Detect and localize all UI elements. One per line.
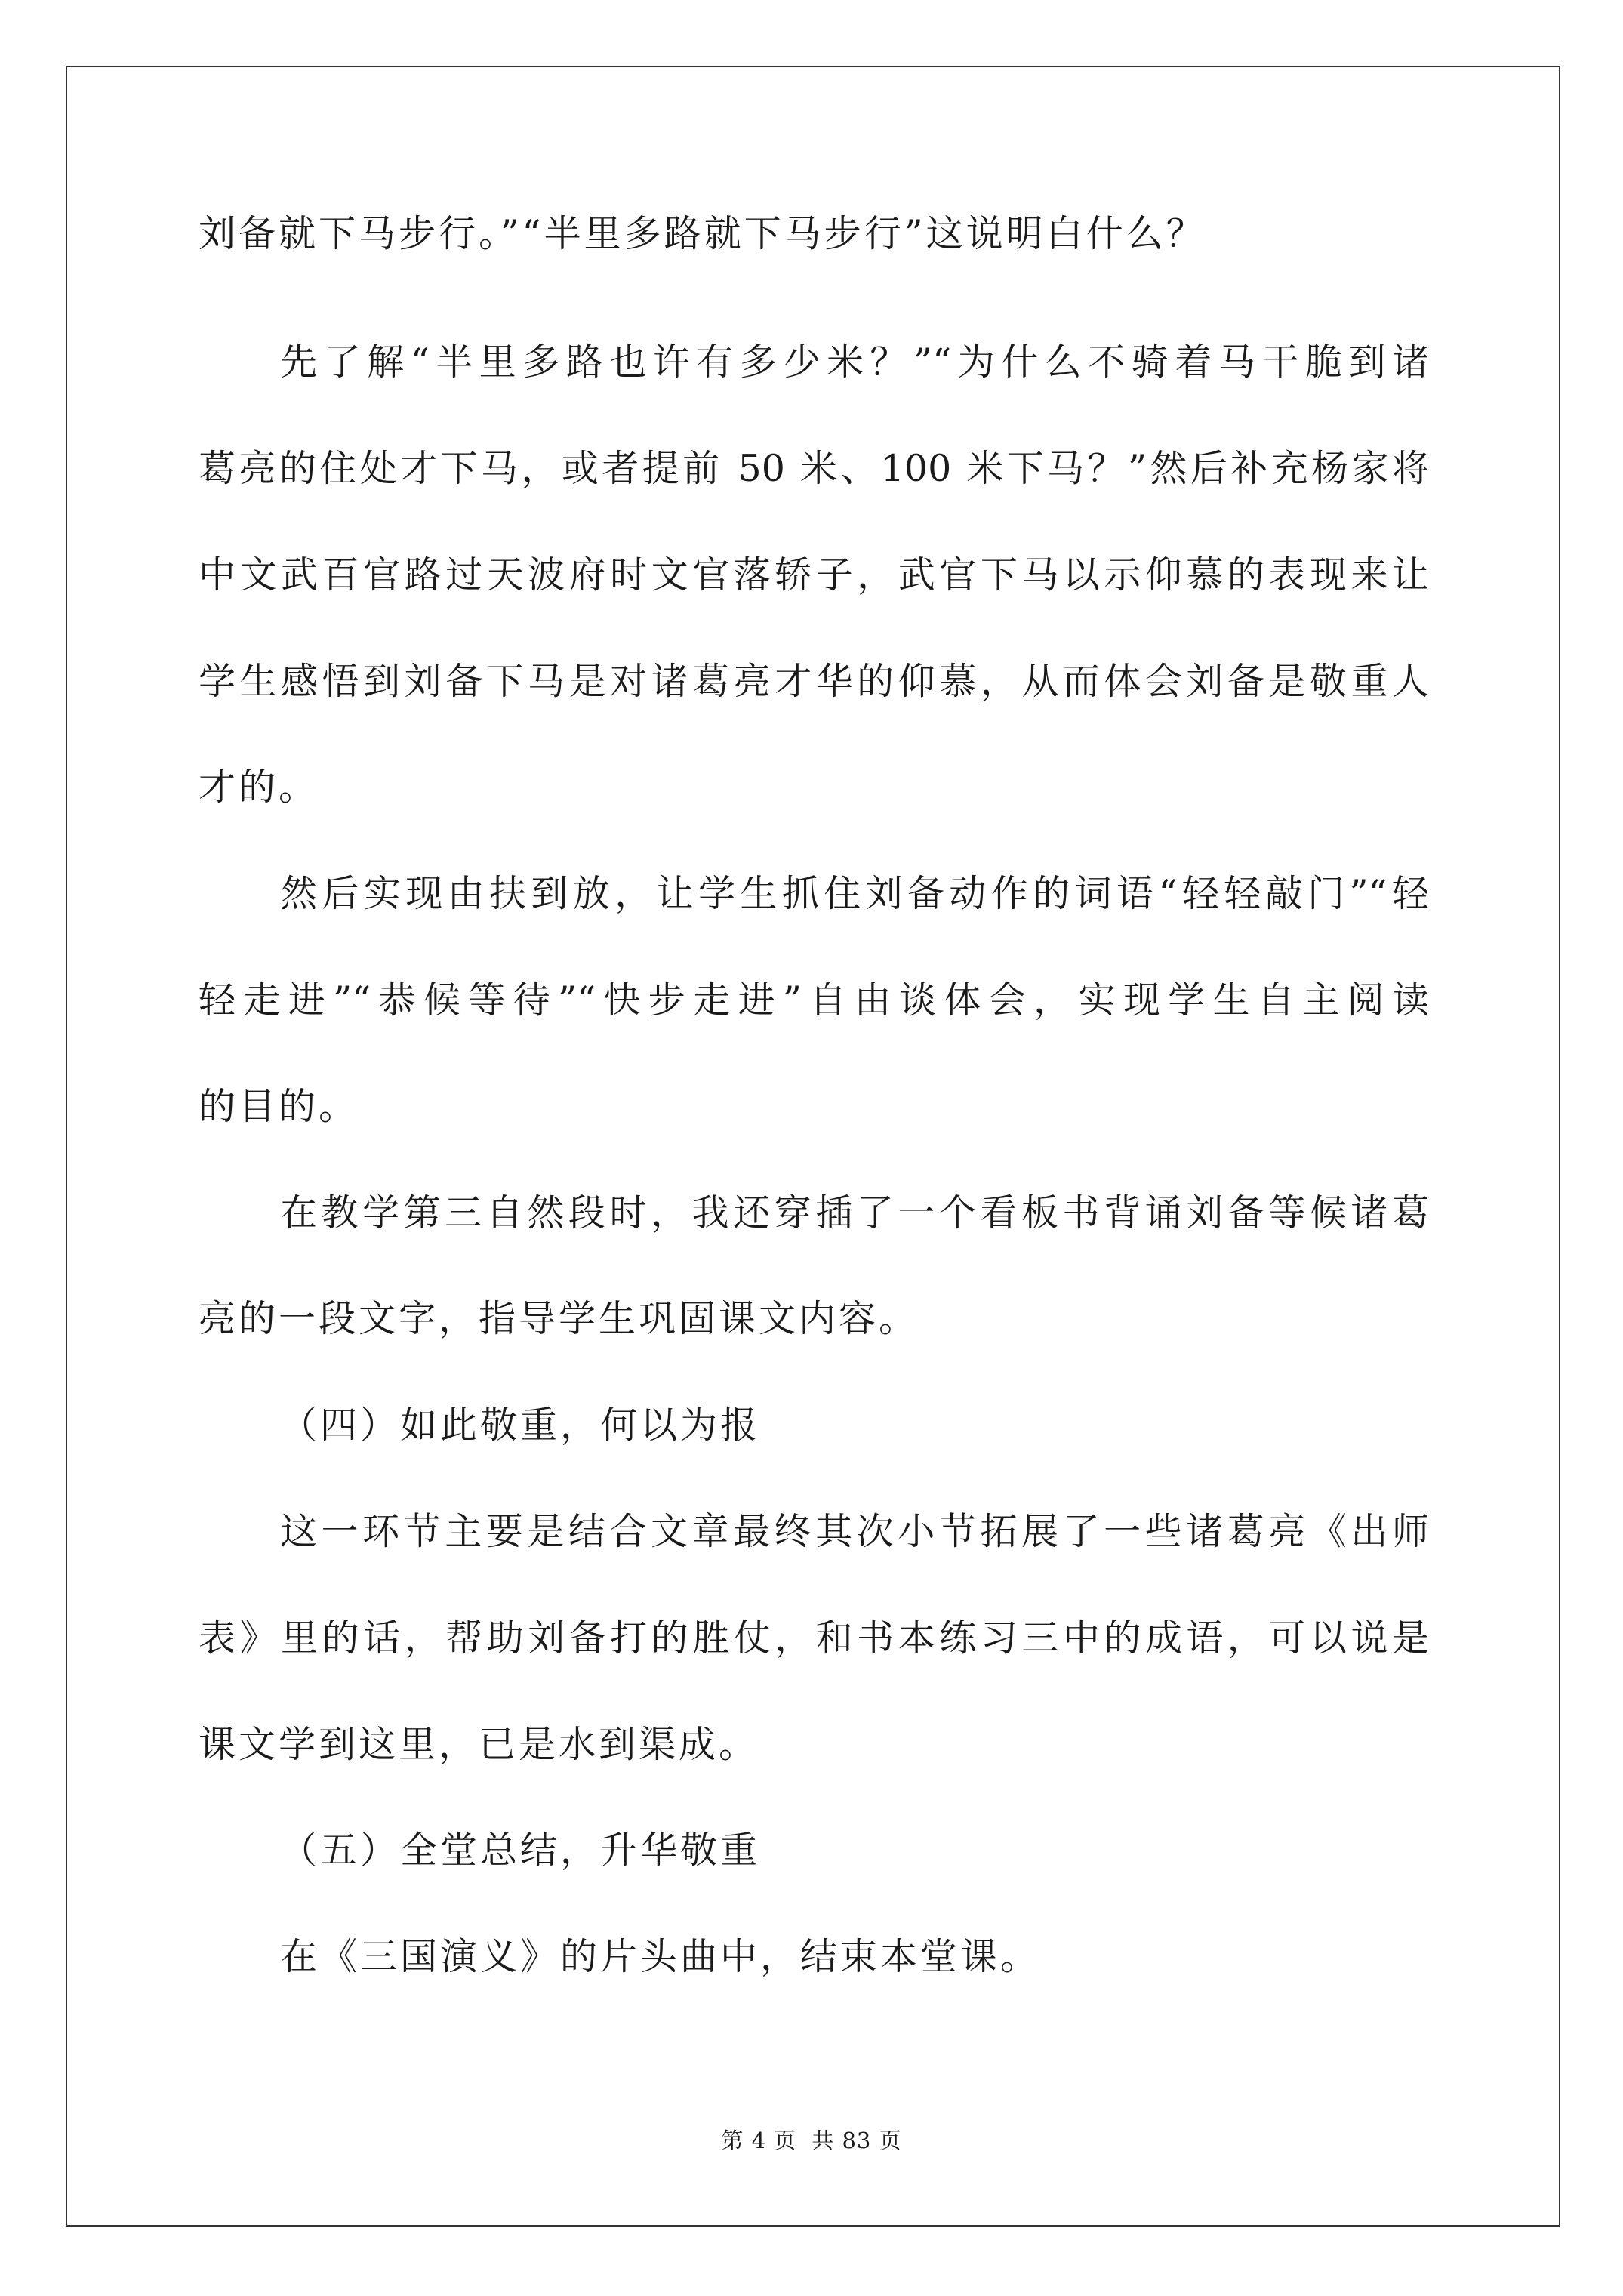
- text-line-10: 在教学第三自然段时，我还穿插了一个看板书背诵刘备等候诸葛: [280, 1191, 1429, 1234]
- text-line-14: 表》里的话，帮助刘备打的胜仗，和书本练习三中的成语，可以说是: [199, 1616, 1429, 1660]
- text-line-7: 然后实现由扶到放，让学生抓住刘备动作的词语“轻轻敲门”“轻: [280, 872, 1429, 915]
- text-line-3: 葛亮的住处才下马，或者提前 50 米、100 米下马？”然后补充杨家将: [199, 447, 1429, 490]
- text-line-11: 亮的一段文字，指导学生巩固课文内容。: [199, 1297, 919, 1340]
- text-line-6: 才的。: [199, 766, 319, 809]
- page-total: 共 83 页: [812, 2128, 902, 2153]
- page-footer: [0, 2127, 1623, 2154]
- text-line-4: 中文武百官路过天波府时文官落轿子，武官下马以示仰慕的表现来让: [199, 553, 1429, 596]
- text-line-5: 学生感悟到刘备下马是对诸葛亮才华的仰慕，从而体会刘备是敬重人: [199, 660, 1429, 703]
- text-line-1: 刘备就下马步行。”“半里多路就下马步行”这说明白什么？: [199, 212, 1206, 255]
- text-line-13: 这一环节主要是结合文章最终其次小节拓展了一些诸葛亮《出师: [280, 1510, 1429, 1553]
- page-number: 第 4 页: [721, 2128, 797, 2153]
- text-line-15: 课文学到这里，已是水到渠成。: [199, 1723, 759, 1766]
- section-heading-5: （五）全堂总结，升华敬重: [280, 1829, 761, 1872]
- text-line-17: 在《三国演义》的片头曲中，结束本堂课。: [280, 1935, 1041, 1978]
- text-line-2: 先了解“半里多路也许有多少米？”“为什么不骑着马干脆到诸: [280, 341, 1429, 384]
- text-line-9: 的目的。: [199, 1085, 359, 1128]
- text-line-8: 轻走进”“恭候等待”“快步走进”自由谈体会，实现学生自主阅读: [199, 978, 1429, 1022]
- section-heading-4: （四）如此敬重，何以为报: [280, 1404, 761, 1447]
- page-border: [66, 66, 1560, 2227]
